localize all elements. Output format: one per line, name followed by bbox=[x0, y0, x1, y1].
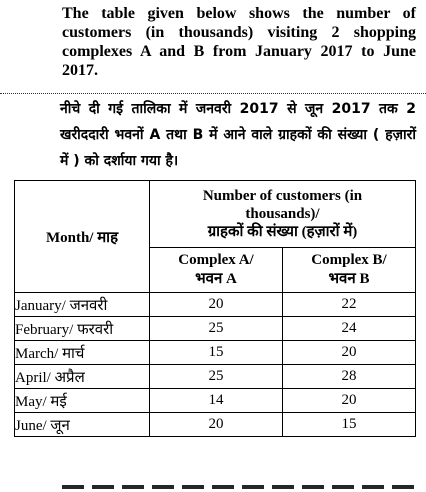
table-row bbox=[15, 413, 416, 437]
table-row bbox=[15, 365, 416, 389]
month-cell: March/ मार्च bbox=[15, 341, 150, 365]
table-row bbox=[15, 293, 416, 317]
customers-group-header bbox=[150, 181, 416, 248]
complex-b-cell: 24 bbox=[282, 317, 415, 341]
cropped-text-line bbox=[62, 482, 416, 492]
complex-b-cell: 28 bbox=[282, 365, 415, 389]
complex-a-cell: 20 bbox=[150, 413, 283, 437]
complex-b-cell: 20 bbox=[282, 389, 415, 413]
complex-b-header-line-1: Complex B/ bbox=[311, 252, 387, 268]
group-header-line-3: ग्राहकों की संख्या (हज़ारों में) bbox=[207, 224, 358, 240]
complex-a-header-line-1: Complex A/ bbox=[178, 252, 254, 268]
question-text-hindi: नीचे दी गई तालिका में जनवरी 2017 से जून 2017 तक 2 खरीददारी भवनों A तथा B में आने वाले ग्राहकों की संख्या ( हज़ारों में ) को दर्शाया गया है। bbox=[60, 101, 416, 169]
complex-a-cell: 25 bbox=[150, 317, 283, 341]
month-cell: June/ जून bbox=[15, 413, 150, 437]
group-header-line-1: Number of customers (in bbox=[202, 188, 363, 204]
complex-a-cell: 15 bbox=[150, 341, 283, 365]
complex-a-header-line-2: भवन A bbox=[195, 271, 237, 287]
table-row bbox=[15, 389, 416, 413]
complex-b-cell: 20 bbox=[282, 341, 415, 365]
table-row bbox=[15, 317, 416, 341]
complex-a-cell: 25 bbox=[150, 365, 283, 389]
group-header-line-2: thousands)/ bbox=[245, 206, 320, 222]
complex-a-cell: 14 bbox=[150, 389, 283, 413]
table-header-row bbox=[15, 181, 416, 248]
month-cell: April/ अप्रैल bbox=[15, 365, 150, 389]
complex-a-cell: 20 bbox=[150, 293, 283, 317]
month-cell: February/ फरवरी bbox=[15, 317, 150, 341]
dotted-divider bbox=[0, 93, 426, 94]
complex-b-cell: 22 bbox=[282, 293, 415, 317]
month-cell: May/ मई bbox=[15, 389, 150, 413]
complex-b-header-line-2: भवन B bbox=[328, 271, 370, 287]
table-row bbox=[15, 341, 416, 365]
complex-b-cell: 15 bbox=[282, 413, 415, 437]
complex-a-header bbox=[150, 248, 283, 293]
month-cell: January/ जनवरी bbox=[15, 293, 150, 317]
month-column-header: Month/ माह bbox=[15, 181, 150, 293]
complex-b-header bbox=[282, 248, 415, 293]
customers-table bbox=[14, 180, 416, 437]
question-text-english: The table given below shows the number of customers (in thousands) visiting 2 shopping complexes A and B from January 2017 to June 2017. bbox=[62, 5, 416, 79]
